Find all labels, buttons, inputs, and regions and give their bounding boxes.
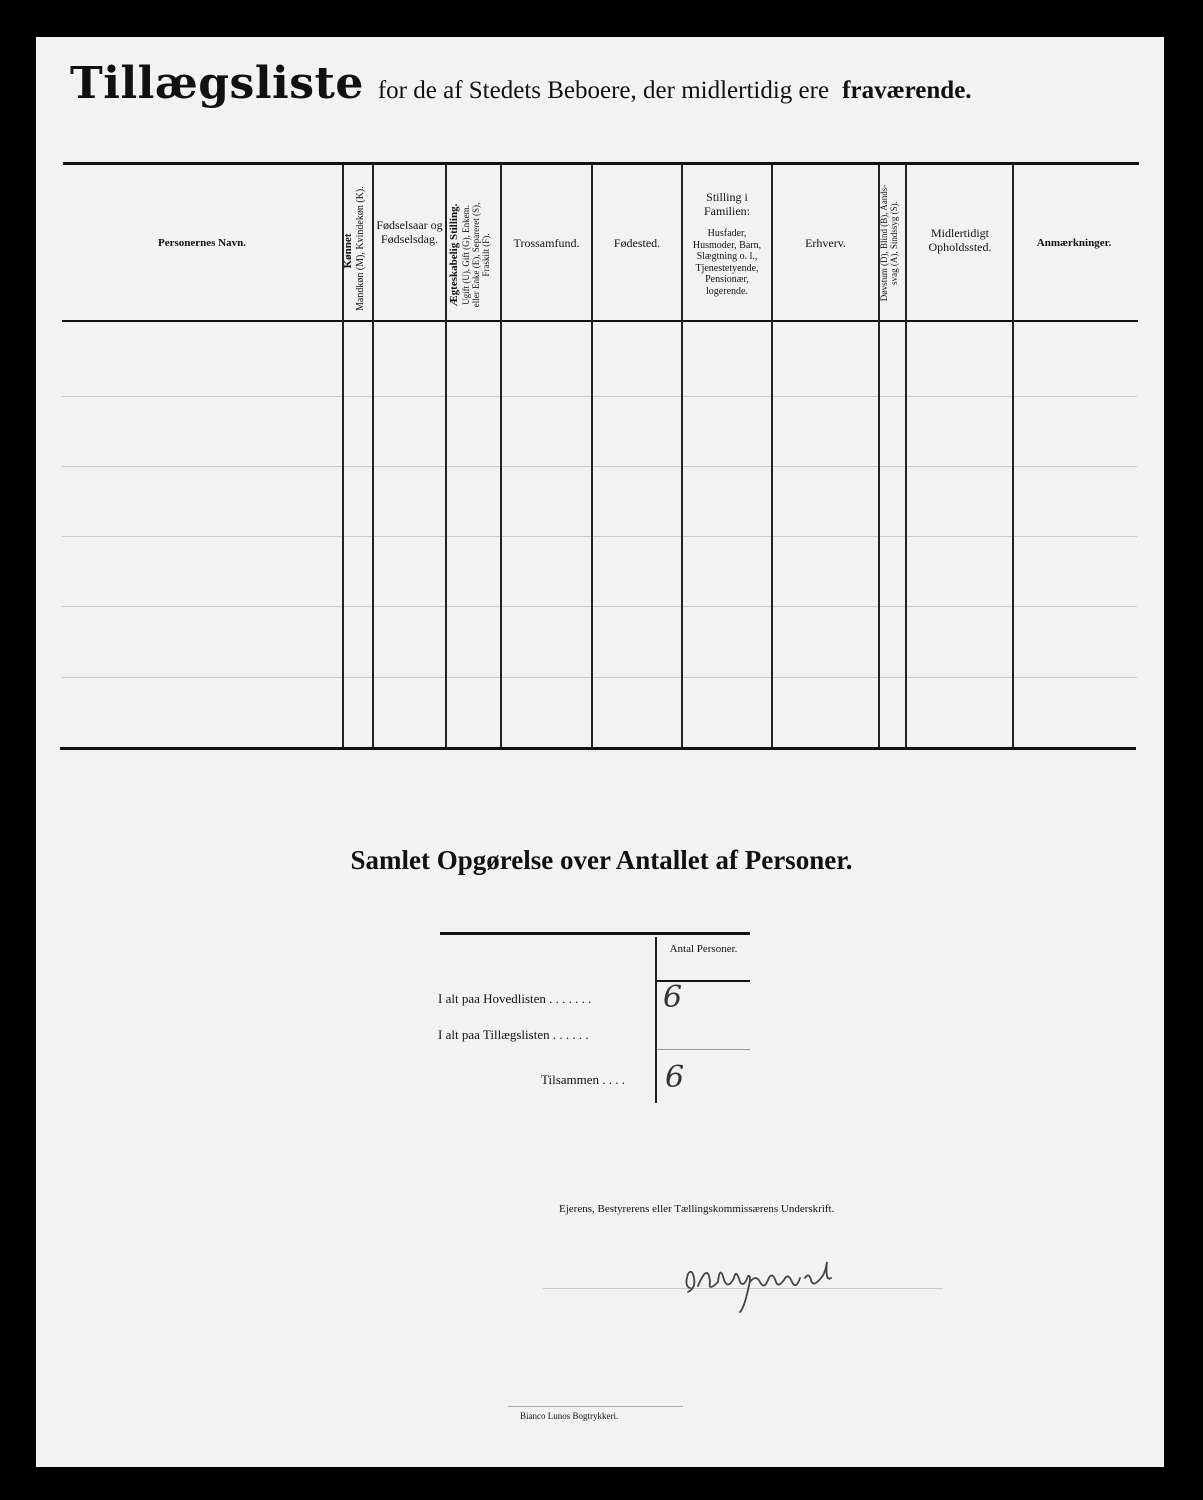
- summary-row-label: I alt paa Tillægslisten . . . . . .: [438, 1027, 589, 1042]
- table-row-line: [62, 466, 1137, 467]
- printer-imprint: Bianco Lunos Bogtrykkeri.: [520, 1411, 619, 1421]
- summary-subtotal-rule: [657, 1049, 750, 1050]
- title-emphasis: fraværende.: [842, 77, 972, 104]
- table-row-line: [62, 606, 1137, 607]
- header-residence: Midlertidigt Opholdssted.: [928, 226, 992, 255]
- signature-label: Ejerens, Bestyrerens eller Tællingskommissærens Underskrift.: [559, 1203, 835, 1215]
- header-birthplace: Fødested.: [613, 236, 661, 250]
- column-divider: [771, 165, 773, 748]
- column-divider: [500, 165, 502, 748]
- table-row-line: [62, 396, 1137, 397]
- summary-row-value: 6: [663, 980, 683, 1015]
- summary-column-header: Antal Personer.: [669, 943, 738, 955]
- header-remarks: Anmærkninger.: [1036, 237, 1112, 249]
- printer-rule: [508, 1406, 683, 1407]
- table-row-line: [62, 677, 1137, 678]
- header-occupation: Erhverv.: [805, 236, 846, 250]
- summary-row-label: Tilsammen . . . .: [541, 1072, 626, 1087]
- summary-title: Samlet Opgørelse over Antallet af Personer.: [350, 845, 853, 875]
- summary-column-divider: [655, 937, 657, 1103]
- column-divider: [905, 165, 907, 748]
- header-religion: Trossamfund.: [513, 236, 580, 250]
- signature-scribble: [680, 1258, 880, 1318]
- column-divider: [591, 165, 593, 748]
- table-header-rule: [62, 320, 1138, 322]
- header-name: Personernes Navn.: [158, 237, 246, 249]
- header-sex: Kønnet Mandkøn (M), Kvindekøn (K).: [342, 186, 366, 311]
- title-main: Tillægsliste: [70, 58, 364, 109]
- header-family-sub: Husfader, Husmoder, Barn, Slægtning o. l., Tjenestetyende, Pensionær, logerende.: [692, 228, 762, 297]
- header-birth: Fødselsaar og Fødselsdag.: [376, 218, 443, 247]
- column-divider: [372, 165, 374, 748]
- column-divider: [1012, 165, 1014, 748]
- title-rest: for de af Stedets Beboere, der midlertidig ere: [377, 77, 830, 104]
- table-bottom-rule: [60, 747, 1136, 750]
- table-top-rule: [63, 162, 1139, 165]
- summary-row-value: 6: [665, 1060, 685, 1095]
- header-family-title: Stilling i Familien:: [704, 190, 750, 219]
- table-row-line: [62, 536, 1137, 537]
- summary-row-label: I alt paa Hovedlisten . . . . . . .: [438, 991, 592, 1006]
- summary-top-rule: [440, 932, 750, 935]
- column-divider: [681, 165, 683, 748]
- header-marital: Ægteskabelig Stilling. Ugift (U), Gift (G), Enkem. eller Enke (E), Separeret (S), Fraskilt (F).: [448, 202, 492, 308]
- form-title: [70, 58, 1070, 109]
- column-divider: [445, 165, 447, 748]
- header-disability: Døvstum (D), Blind (B), Aands- svag (A), Sindssyg (S).: [879, 184, 900, 302]
